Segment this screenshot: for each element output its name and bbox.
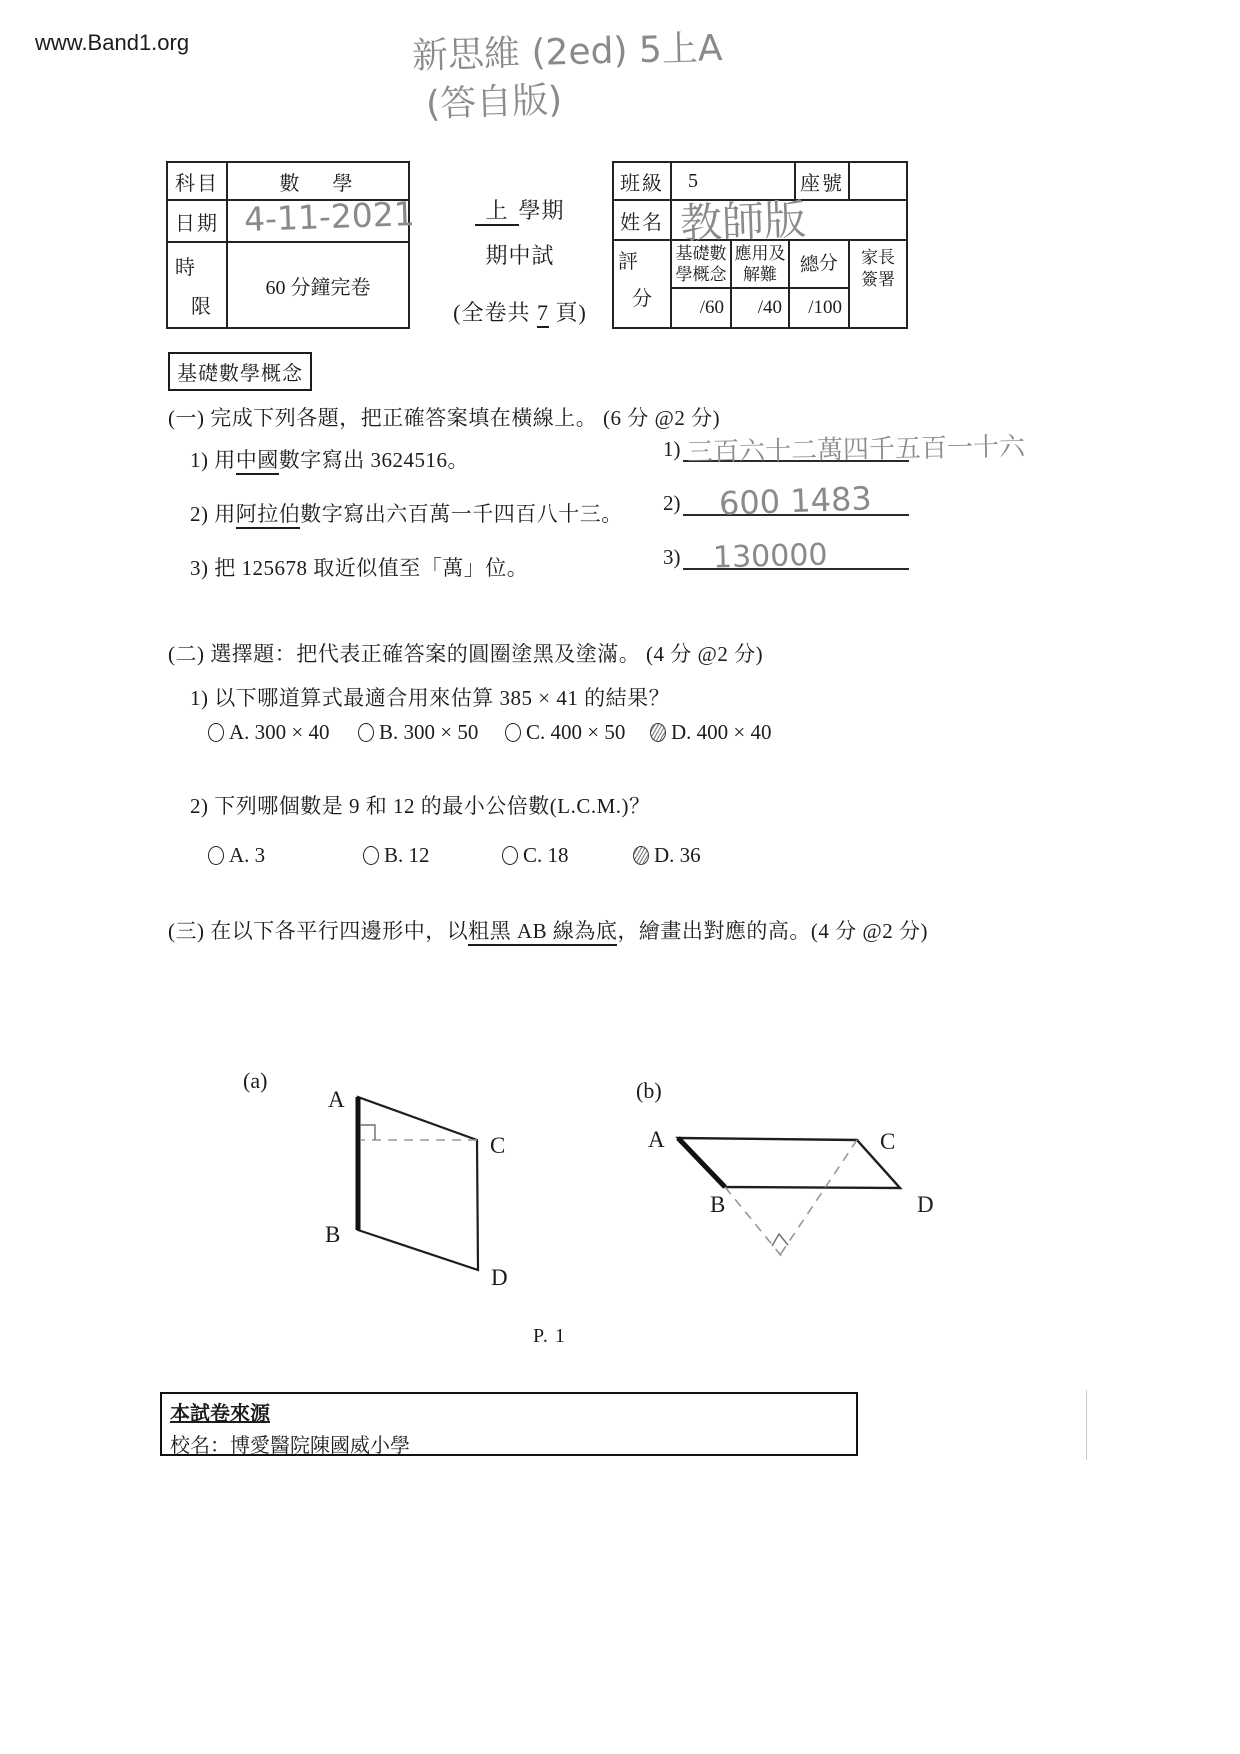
part1-answer2-line <box>683 479 909 523</box>
right-angle-mark <box>360 1125 375 1140</box>
time-limit-label <box>168 243 226 327</box>
part2-q2-option-a <box>208 843 265 868</box>
score-table <box>612 161 908 329</box>
ab-extension-dashed-line <box>725 1187 783 1258</box>
score-col-total <box>788 241 848 327</box>
time-limit-label-line2: 限 <box>191 296 211 318</box>
figure-a-label: (a) <box>243 1068 268 1093</box>
score-col-basic-max: /60 <box>699 297 724 318</box>
option-circle-b <box>358 723 374 742</box>
part1-heading: (一) 完成下列各題，把正確答案填在橫線上。 (6 分 @2 分) <box>168 406 721 430</box>
parent-signature-l2: 簽署 <box>861 270 895 289</box>
watermark-url: www.Band1.org <box>35 30 190 55</box>
parallelogram-a <box>315 1075 525 1305</box>
parallelogram-b <box>630 1105 960 1295</box>
part1-q2 <box>190 498 623 528</box>
part2-q1-option-b <box>358 720 478 745</box>
part1-answer3-line <box>683 537 909 576</box>
part1-answer2-number: 2) <box>663 491 681 515</box>
score-col-total-header <box>790 241 848 289</box>
score-col-application <box>730 241 788 327</box>
option-label-a: A. 3 <box>229 843 266 867</box>
part1-answer1-row <box>663 432 1025 468</box>
part3-heading-suffix: ，繪畫出對應的高。(4 分 @2 分) <box>617 919 929 943</box>
part1-q2-suffix: 數字寫出六百萬一千四百八十三。 <box>300 502 623 526</box>
part1-q1-suffix: 數字寫出 3624516。 <box>278 448 469 472</box>
part1-q2-underlined: 阿拉伯 <box>236 502 301 529</box>
parallelogram-b-outline <box>678 1138 900 1188</box>
height-dashed-line <box>780 1140 857 1255</box>
date-row <box>168 194 416 241</box>
option-circle-b <box>363 846 379 865</box>
term-line <box>448 194 592 225</box>
parallelogram-a-outline <box>358 1097 478 1270</box>
part1-answer2-row <box>663 479 909 523</box>
vertex-label-c: C <box>490 1133 506 1158</box>
source-box <box>160 1392 858 1456</box>
ab-base-thick-line <box>678 1138 725 1187</box>
pages-number: 7 <box>537 300 549 328</box>
subject-value: 數 學 <box>226 163 408 199</box>
name-value-cell <box>670 194 906 249</box>
part1-answer3-number: 3) <box>663 545 681 569</box>
part1-answer3-row <box>663 537 909 576</box>
vertex-label-d: D <box>917 1192 934 1217</box>
score-col-basic-concepts <box>670 241 730 327</box>
exam-name: 期中試 <box>485 243 555 268</box>
option-circle-d <box>650 723 666 742</box>
right-angle-mark <box>772 1234 788 1246</box>
vertex-label-c: C <box>880 1129 896 1154</box>
score-col-application-max: /40 <box>757 297 782 318</box>
handwritten-answer2: 600 1483 <box>717 479 872 523</box>
vertex-label-d: D <box>491 1265 508 1290</box>
source-school: 校名：博愛醫院陳國威小學 <box>170 1435 410 1457</box>
part2-q1-option-a <box>208 720 330 745</box>
option-label-b: B. 12 <box>384 843 430 867</box>
part2-q2-option-c <box>502 843 569 868</box>
score-col-basic-header-l1: 基礎數 <box>675 244 727 263</box>
seat-value-empty <box>848 163 906 199</box>
name-label: 姓名 <box>620 211 664 234</box>
time-limit-label-line1: 時 <box>175 257 195 279</box>
part2-q2: 2) 下列哪個數是 9 和 12 的最小公倍數(L.C.M.)？ <box>190 794 651 818</box>
score-col-application-header-l2: 解難 <box>743 265 777 284</box>
part1-q2-prefix: 2) 用 <box>190 502 236 526</box>
option-circle-c <box>502 846 518 865</box>
time-limit-value: 60 分鐘完卷 <box>226 243 408 327</box>
score-label <box>614 241 670 327</box>
vertex-label-a: A <box>328 1087 345 1112</box>
part1-q1-underlined: 中國 <box>236 448 279 475</box>
score-label-line2: 分 <box>632 288 652 310</box>
time-limit-row <box>168 241 408 327</box>
exam-center-header <box>448 194 592 327</box>
option-circle-a <box>208 846 224 865</box>
subject-row <box>168 163 408 199</box>
part1-answer1-number: 1) <box>663 437 681 461</box>
score-row <box>614 239 906 327</box>
option-circle-a <box>208 723 224 742</box>
option-circle-d <box>633 846 649 865</box>
pages-suffix: 頁) <box>555 300 587 325</box>
score-col-basic-header-l2: 學概念 <box>675 265 727 284</box>
score-label-line1: 評 <box>618 251 638 273</box>
handwritten-header-line1: 新思維 (2ed) 5上A <box>411 27 723 78</box>
option-label-a: A. 300 × 40 <box>229 720 330 744</box>
name-row <box>614 194 906 249</box>
handwritten-date: 4-11-2021 <box>243 194 416 239</box>
option-circle-c <box>505 723 521 742</box>
exam-info-table <box>166 161 416 329</box>
part1-q1-prefix: 1) 用 <box>190 448 236 472</box>
pages-line <box>448 296 592 327</box>
part2-q1-option-c <box>505 720 625 745</box>
score-col-total-header-l1: 總分 <box>799 252 839 276</box>
source-title: 本試卷來源 <box>170 1403 270 1425</box>
vertex-label-b: B <box>325 1222 341 1247</box>
option-label-d: D. 400 × 40 <box>671 720 772 744</box>
handwritten-answer1: 三百六十二萬四千五百一十六 <box>686 432 1025 468</box>
part1-q3: 3) 把 125678 取近似值至「萬」位。 <box>190 556 529 580</box>
part1-answer1-line <box>683 432 1025 468</box>
class-value: 5 <box>670 163 794 199</box>
part3-heading-underlined: 粗黑 AB 線為底 <box>468 919 617 946</box>
parent-signature-cell <box>848 241 906 327</box>
term-rest: 學期 <box>518 198 565 223</box>
part2-q2-option-b <box>363 843 430 868</box>
part1-q1 <box>190 444 469 474</box>
handwritten-name: 教師版 <box>679 194 807 249</box>
option-label-c: C. 18 <box>523 843 569 867</box>
seat-label: 座號 <box>794 163 848 199</box>
handwritten-answer3: 130000 <box>712 537 828 576</box>
score-col-total-max: /100 <box>808 297 842 318</box>
pages-prefix: (全卷共 <box>453 300 531 325</box>
subject-label: 科目 <box>175 172 219 195</box>
part2-q1-option-d <box>650 720 772 745</box>
part2-q2-option-d <box>633 843 701 868</box>
part3-heading <box>168 915 928 945</box>
option-label-c: C. 400 × 50 <box>526 720 626 744</box>
vertex-label-a: A <box>648 1127 665 1152</box>
class-label: 班級 <box>620 172 664 195</box>
part2-heading: (二) 選擇題：把代表正確答案的圓圈塗黑及塗滿。 (4 分 @2 分) <box>168 642 764 666</box>
page-number: P. 1 <box>533 1325 566 1347</box>
option-label-d: D. 36 <box>654 843 701 867</box>
option-label-b: B. 300 × 50 <box>379 720 479 744</box>
part2-q1: 1) 以下哪道算式最適合用來估算 385 × 41 的結果？ <box>190 686 671 710</box>
section-badge-basic-concepts: 基礎數學概念 <box>168 352 312 391</box>
term-underlined: 上 <box>475 198 518 226</box>
score-col-application-header-l1: 應用及 <box>734 244 786 263</box>
scan-edge-artifact <box>1086 1390 1087 1460</box>
parent-signature-l1: 家長 <box>861 248 895 267</box>
vertex-label-b: B <box>710 1192 726 1217</box>
part3-heading-prefix: (三) 在以下各平行四邊形中，以 <box>168 919 469 943</box>
date-label: 日期 <box>175 212 219 235</box>
handwritten-header-line2: (答自版) <box>425 79 563 126</box>
figure-b-label: (b) <box>636 1078 662 1103</box>
